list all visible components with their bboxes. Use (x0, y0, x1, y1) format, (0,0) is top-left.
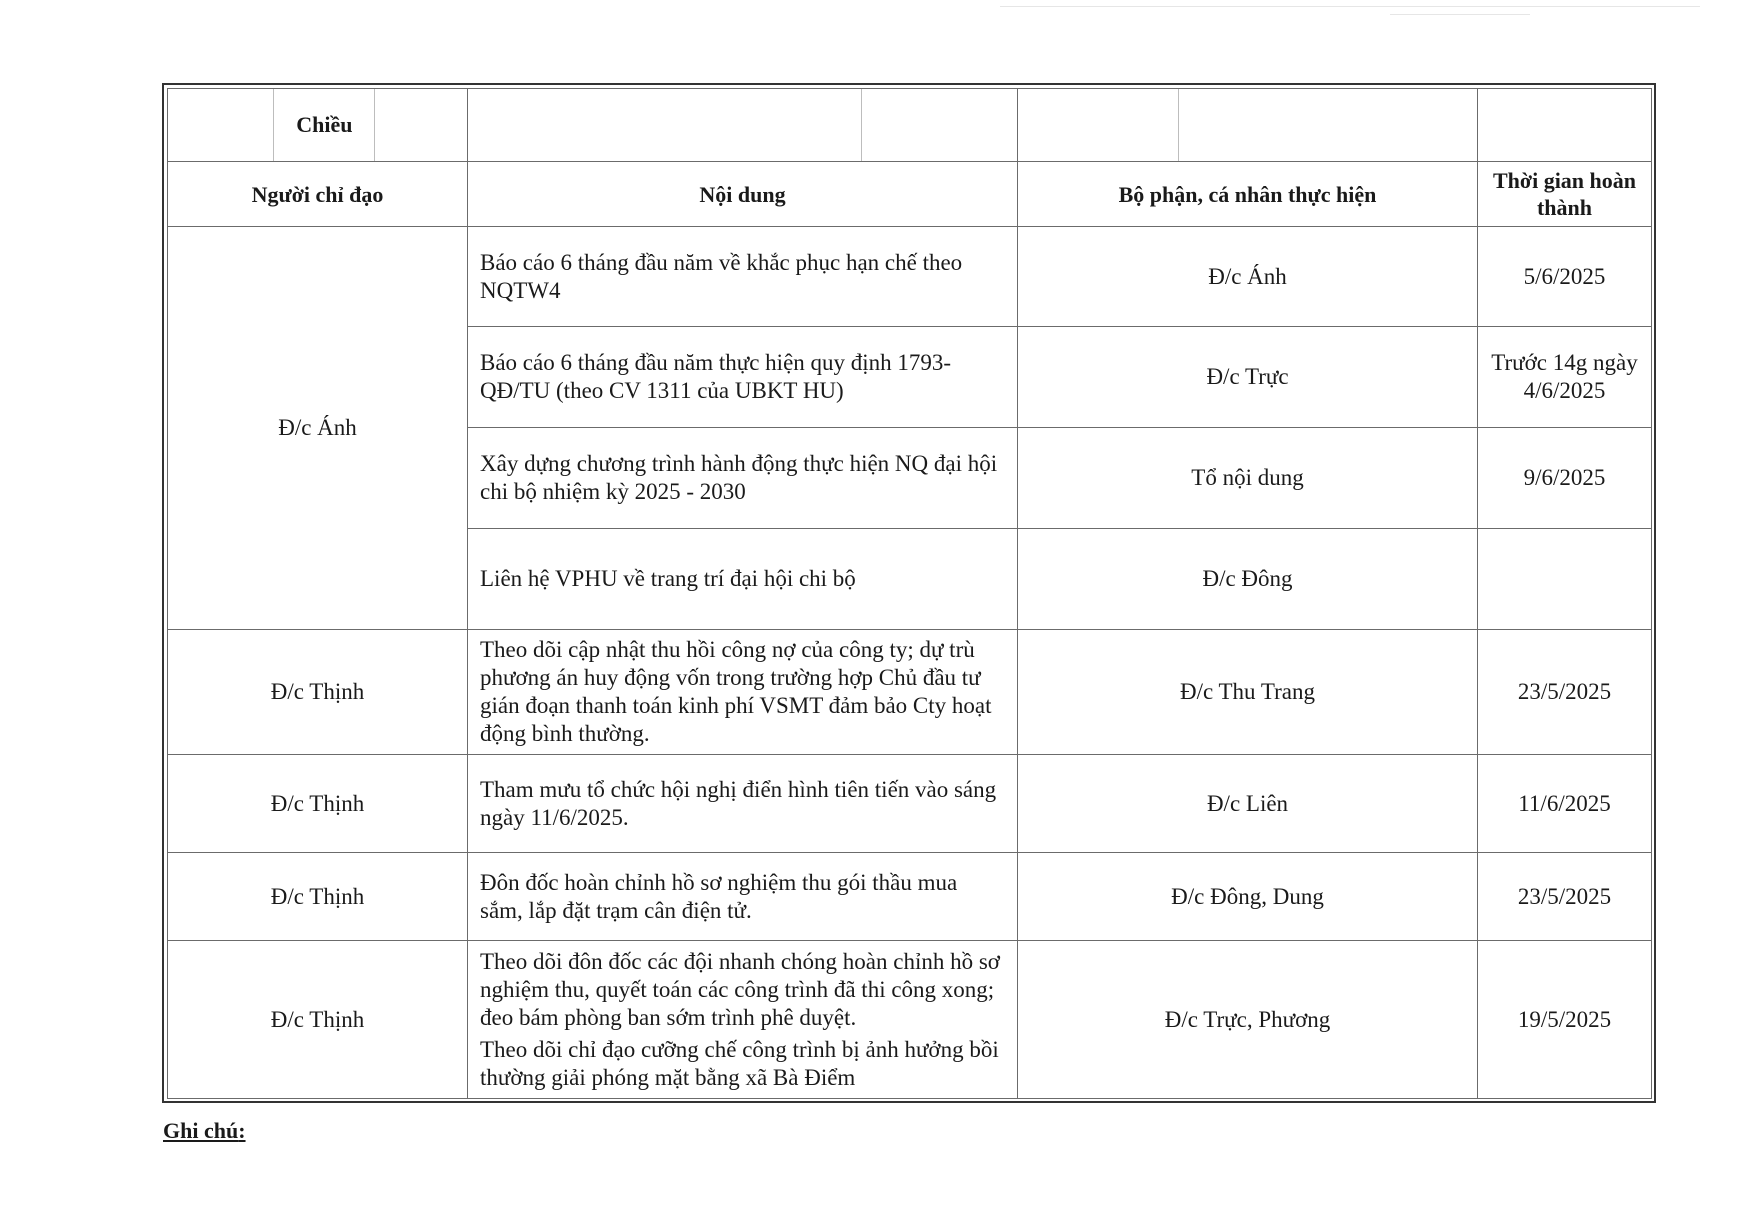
session-spacer (180, 89, 274, 161)
task-deadline: 9/6/2025 (1478, 428, 1652, 529)
note-label: Ghi chú (163, 1118, 239, 1143)
session-spacer (1179, 89, 1465, 161)
task-content: Đôn đốc hoàn chỉnh hồ sơ nghiệm thu gói thầu mua sắm, lắp đặt trạm cân điện tử. (468, 853, 1018, 941)
table-row (168, 227, 1652, 327)
session-label: Chiều (274, 89, 375, 161)
session-cell (168, 89, 468, 162)
task-content: Xây dựng chương trình hành động thực hiện NQ đại hội chi bộ nhiệm kỳ 2025 - 2030 (468, 428, 1018, 529)
task-executor: Đ/c Ánh (1018, 227, 1478, 327)
director-cell: Đ/c Ánh (168, 227, 468, 630)
header-content: Nội dung (468, 162, 1018, 227)
session-spacer (480, 89, 862, 161)
task-content: Báo cáo 6 tháng đầu năm về khắc phục hạn chế theo NQTW4 (468, 227, 1018, 327)
task-executor: Đ/c Trực, Phương (1018, 941, 1478, 1099)
table-row (168, 853, 1652, 941)
header-deadline: Thời gian hoàn thành (1478, 162, 1652, 227)
task-deadline: 23/5/2025 (1478, 853, 1652, 941)
director-cell: Đ/c Thịnh (168, 755, 468, 853)
task-content: Báo cáo 6 tháng đầu năm thực hiện quy định 1793-QĐ/TU (theo CV 1311 của UBKT HU) (468, 327, 1018, 428)
task-content: Liên hệ VPHU về trang trí đại hội chi bộ (468, 529, 1018, 630)
director-cell: Đ/c Thịnh (168, 941, 468, 1099)
session-row (168, 89, 1652, 162)
session-spacer (375, 89, 455, 161)
task-executor: Đ/c Thu Trang (1018, 630, 1478, 755)
table-row (168, 630, 1652, 755)
session-cell (468, 89, 1018, 162)
task-deadline: 5/6/2025 (1478, 227, 1652, 327)
task-executor: Tổ nội dung (1018, 428, 1478, 529)
header-row (168, 162, 1652, 227)
session-spacer (1030, 89, 1179, 161)
task-deadline: 11/6/2025 (1478, 755, 1652, 853)
task-deadline: 23/5/2025 (1478, 630, 1652, 755)
session-spacer (862, 89, 1005, 161)
scan-artifact (1000, 6, 1700, 7)
scan-artifact (1390, 14, 1530, 15)
header-executor: Bộ phận, cá nhân thực hiện (1018, 162, 1478, 227)
table-row (168, 755, 1652, 853)
director-cell: Đ/c Thịnh (168, 630, 468, 755)
header-director: Người chỉ đạo (168, 162, 468, 227)
work-plan-table (167, 88, 1652, 1099)
task-content (468, 941, 1018, 1099)
note-colon: : (238, 1118, 246, 1143)
note-heading (163, 1118, 246, 1144)
task-deadline: Trước 14g ngày 4/6/2025 (1478, 327, 1652, 428)
task-content: Tham mưu tổ chức hội nghị điển hình tiên tiến vào sáng ngày 11/6/2025. (468, 755, 1018, 853)
task-content-paragraph: Theo dõi chỉ đạo cưỡng chế công trình bị ảnh hưởng bồi thường giải phóng mặt bằng xã Bà Điểm (480, 1036, 999, 1090)
task-deadline (1478, 529, 1652, 630)
session-cell (1018, 89, 1478, 162)
table-row (168, 941, 1652, 1099)
task-executor: Đ/c Trực (1018, 327, 1478, 428)
task-content-paragraph: Theo dõi đôn đốc các đội nhanh chóng hoàn chỉnh hồ sơ nghiệm thu, quyết toán các công trình đã thi công xong; đeo bám phòng ban sớm trình phê duyệt. (480, 948, 1000, 1030)
task-executor: Đ/c Đông, Dung (1018, 853, 1478, 941)
task-deadline: 19/5/2025 (1478, 941, 1652, 1099)
task-executor: Đ/c Liên (1018, 755, 1478, 853)
task-executor: Đ/c Đông (1018, 529, 1478, 630)
task-content: Theo dõi cập nhật thu hồi công nợ của công ty; dự trù phương án huy động vốn trong trường hợp Chủ đầu tư gián đoạn thanh toán kinh phí VSMT đảm bảo Cty hoạt động bình thường. (468, 630, 1018, 755)
session-cell (1478, 89, 1652, 162)
director-cell: Đ/c Thịnh (168, 853, 468, 941)
